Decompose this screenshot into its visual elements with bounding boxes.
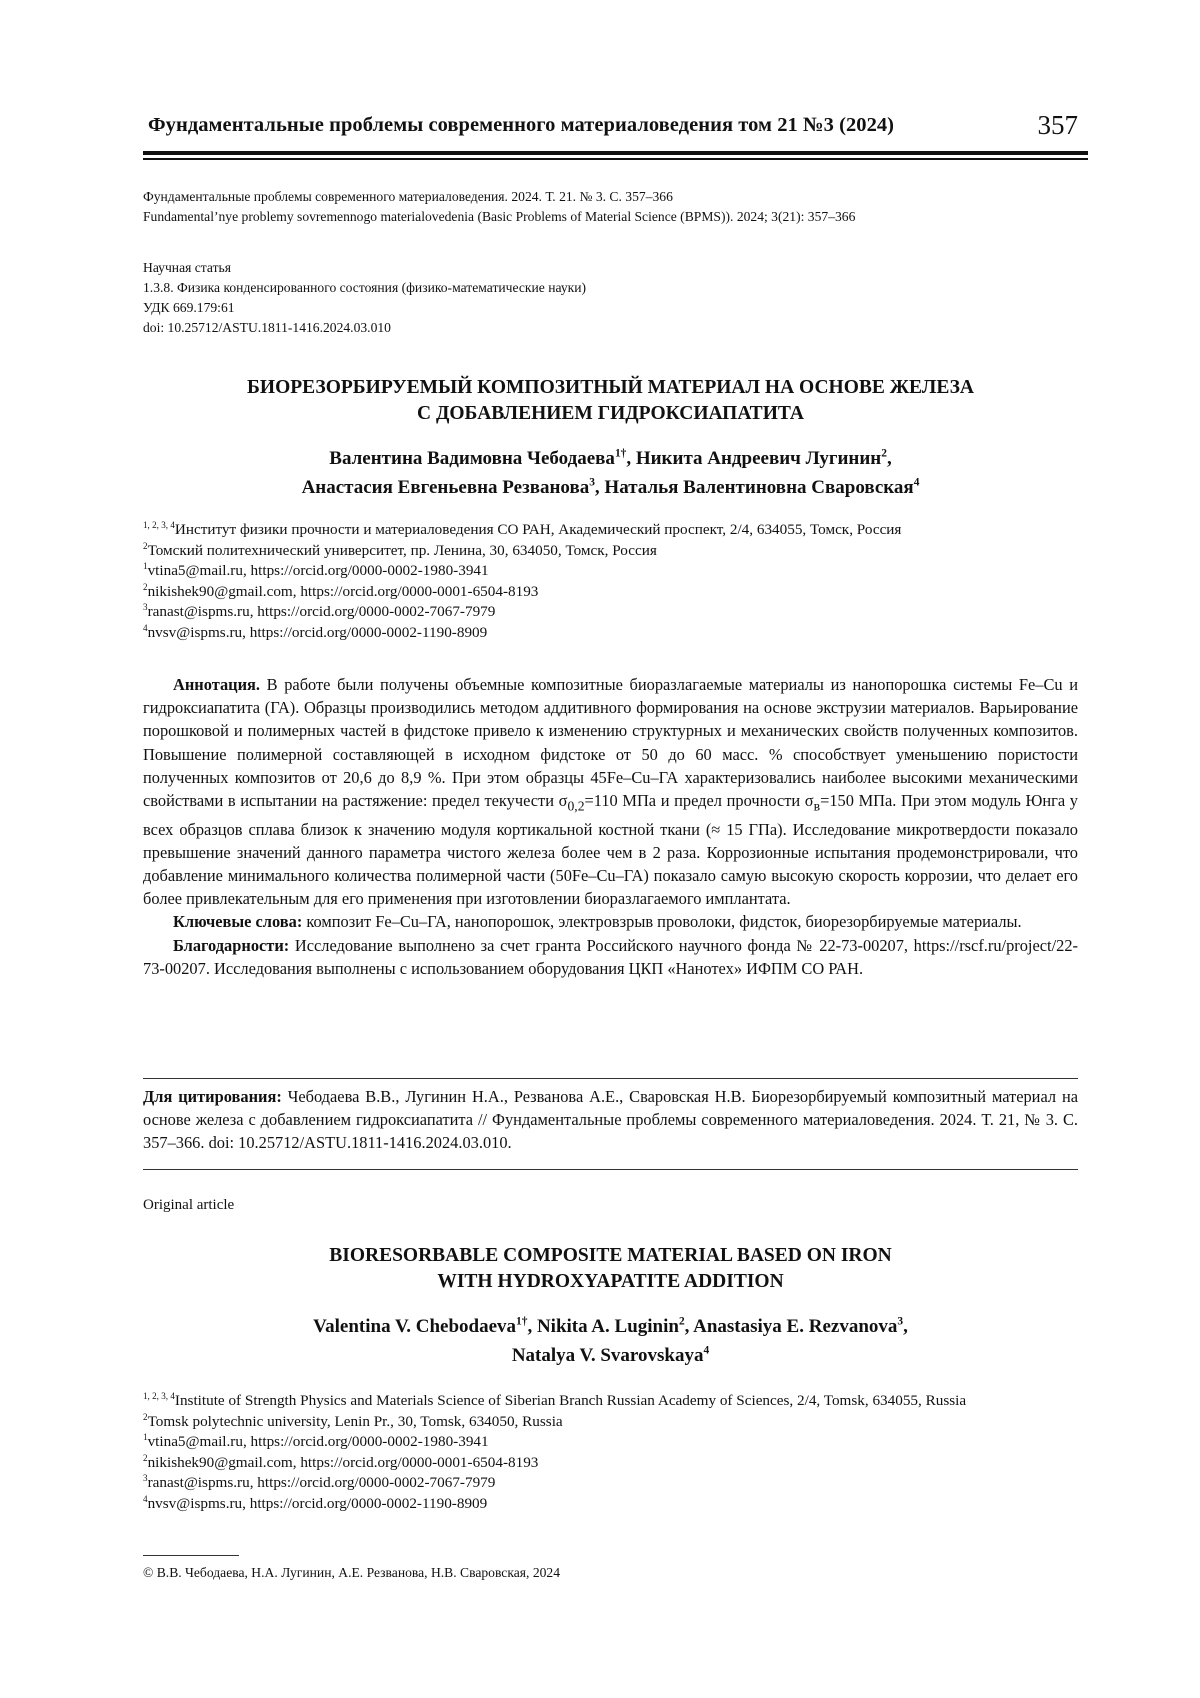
contact-item: $^1$vtina5@mail.ru, https://orcid.org/0000-0002-1980-3941 xyxy=(143,560,489,579)
specialty-code: 1.3.8. Физика конденсированного состояния (физико-математические науки) xyxy=(143,280,587,295)
divider xyxy=(143,1078,1078,1079)
article-meta xyxy=(143,258,586,338)
keywords: Ключевые слова: композит Fe–Cu–ГА, нанопорошок, электровзрыв проволоки, фидсток, биорезорбируемые материалы. xyxy=(173,912,1022,932)
udc-code: УДК 669.179:61 xyxy=(143,300,235,315)
abstract-block xyxy=(143,673,1078,980)
affiliation-item: $^2$Томский политехнический университет, пр. Ленина, 30, 634050, Томск, Россия xyxy=(143,540,657,559)
article-type-ru: Научная статья xyxy=(143,260,231,275)
doi: doi: 10.25712/ASTU.1811-1416.2024.03.010 xyxy=(143,320,391,335)
title-en: BIORESORBABLE COMPOSITE MATERIAL BASED ON IRON WITH HYDROXYAPATITE ADDITION xyxy=(329,1245,892,1292)
title-ru: БИОРЕЗОРБИРУЕМЫЙ КОМПОЗИТНЫЙ МАТЕРИАЛ НА ОСНОВЕ ЖЕЛЕЗА С ДОБАВЛЕНИЕМ ГИДРОКСИАПАТИТА xyxy=(247,377,974,424)
divider xyxy=(143,1169,1078,1170)
contact-item: $^2$nikishek90@gmail.com, https://orcid.org/0000-0001-6504-8193 xyxy=(143,1452,539,1471)
article-type-en: Original article xyxy=(143,1197,235,1213)
running-header xyxy=(143,112,1078,146)
acknowledgements: Благодарности: Исследование выполнено за счет гранта Российского научного фонда № 22-73-00207, https://rscf.ru/project/22-73-00207. Исследования выполнены с использованием оборудования ЦКП «Нанотех» ИФПМ СО РАН. xyxy=(143,935,1078,978)
abstract: Аннотация. В работе были получены объемные композитные биоразлагаемые материалы из нанопорошка системы Fe–Cu и гидроксиапатита (ГА). Образцы производились методом аддитивного формирования на основе экструзии материалов. Варьирование порошковой и полимерных частей в фидстоке привело к изменению структурных и механических свойств полученных композитов. Повышение полимерной составляющей в исходном фидстоке от 50 до 60 масс. % способствует уменьшению пористости полученных композитов от 20,6 до 8,9 %. При этом образцы 45Fe–Cu–ГА характеризовались наиболее высокими механическими свойствами в испытании на растяжение: предел текучести $\sigma_{0,2}=110$ МПа и предел прочности $\sigma_в=150$ МПа. При этом модуль Юнга у всех образцов сплава близок к значению модуля кортикальной костной ткани (≈ 15 ГПа). Исследование микротвердости показало превышение значений данного параметра чистого железа более чем в 2 раза. Коррозионные испытания продемонстрировали, что добавление минимального количества полимерной части (50Fe–Cu–ГА) показало самую высокую скорость коррозии, что делает его более привлекательным для его применения при изготовлении биоразлагаемого имплантата. xyxy=(143,675,1078,909)
affiliation-item: $^{1, 2, 3, 4}$Institute of Strength Physics and Materials Science of Siberian Branch Russian Academy of Sciences, 2/4, Tomsk, 634055, Russia xyxy=(143,1390,967,1409)
footnote-rule xyxy=(143,1555,239,1556)
header-rule-thin xyxy=(143,158,1088,160)
contact-item: $^2$nikishek90@gmail.com, https://orcid.org/0000-0001-6504-8193 xyxy=(143,581,539,600)
affiliation-item: $^{1, 2, 3, 4}$Институт физики прочности и материаловедения СО РАН, Академический проспект, 2/4, 634055, Томск, Россия xyxy=(143,519,902,538)
affiliations-ru xyxy=(143,520,1078,643)
how-to-cite: Для цитирования: Чебодаева В.В., Лугинин Н.А., Резванова А.Е., Сваровская Н.В. Биорезорбируемый композитный материал на основе железа с добавлением гидроксиапатита // Фундаментальные проблемы современного материаловедения. 2024. Т. 21, № 3. С. 357–366. doi: 10.25712/ASTU.1811-1416.2024.03.010. xyxy=(143,1087,1078,1153)
journal-citation xyxy=(143,187,855,227)
authors-ru: Валентина Вадимовна Чебодаева$^{1\dagger}$, Никита Андреевич Лугинин$^2$, Анастасия Евгеньевна Резванова$^3$, Наталья Валентиновна Сваровская$^4$ xyxy=(301,447,920,498)
contact-item: $^4$nvsv@ispms.ru, https://orcid.org/0000-0002-1190-8909 xyxy=(143,622,488,641)
header-rule-thick xyxy=(143,151,1088,155)
contact-item: $^3$ranast@ispms.ru, https://orcid.org/0000-0002-7067-7979 xyxy=(143,601,496,620)
affiliation-item: $^2$Tomsk polytechnic university, Lenin Pr., 30, Tomsk, 634050, Russia xyxy=(143,1411,563,1430)
journal-title: Фундаментальные проблемы современного материаловедения том 21 №3 (2024) xyxy=(148,114,895,136)
authors-en: Valentina V. Chebodaeva$^{1\dagger}$, Nikita A. Luginin$^2$, Anastasiya E. Rezvanova$^3$, Natalya V. Svarovskaya$^4$ xyxy=(313,1315,908,1366)
citation-line-ru: Фундаментальные проблемы современного материаловедения. 2024. Т. 21. № 3. С. 357–366 xyxy=(143,189,673,204)
contact-item: $^3$ranast@ispms.ru, https://orcid.org/0000-0002-7067-7979 xyxy=(143,1472,496,1491)
contact-item: $^4$nvsv@ispms.ru, https://orcid.org/0000-0002-1190-8909 xyxy=(143,1493,488,1512)
copyright-notice: © В.В. Чебодаева, Н.А. Лугинин, А.Е. Резванова, Н.В. Сваровская, 2024 xyxy=(143,1565,561,1580)
contact-item: $^1$vtina5@mail.ru, https://orcid.org/0000-0002-1980-3941 xyxy=(143,1431,489,1450)
citation-line-en: Fundamental’nye problemy sovremennogo materialovedenia (Basic Problems of Material Science (BPMS)). 2024; 3(21): 357–366 xyxy=(143,209,856,224)
affiliations-en xyxy=(143,1391,1078,1514)
page-number: 357 xyxy=(1037,110,1078,140)
